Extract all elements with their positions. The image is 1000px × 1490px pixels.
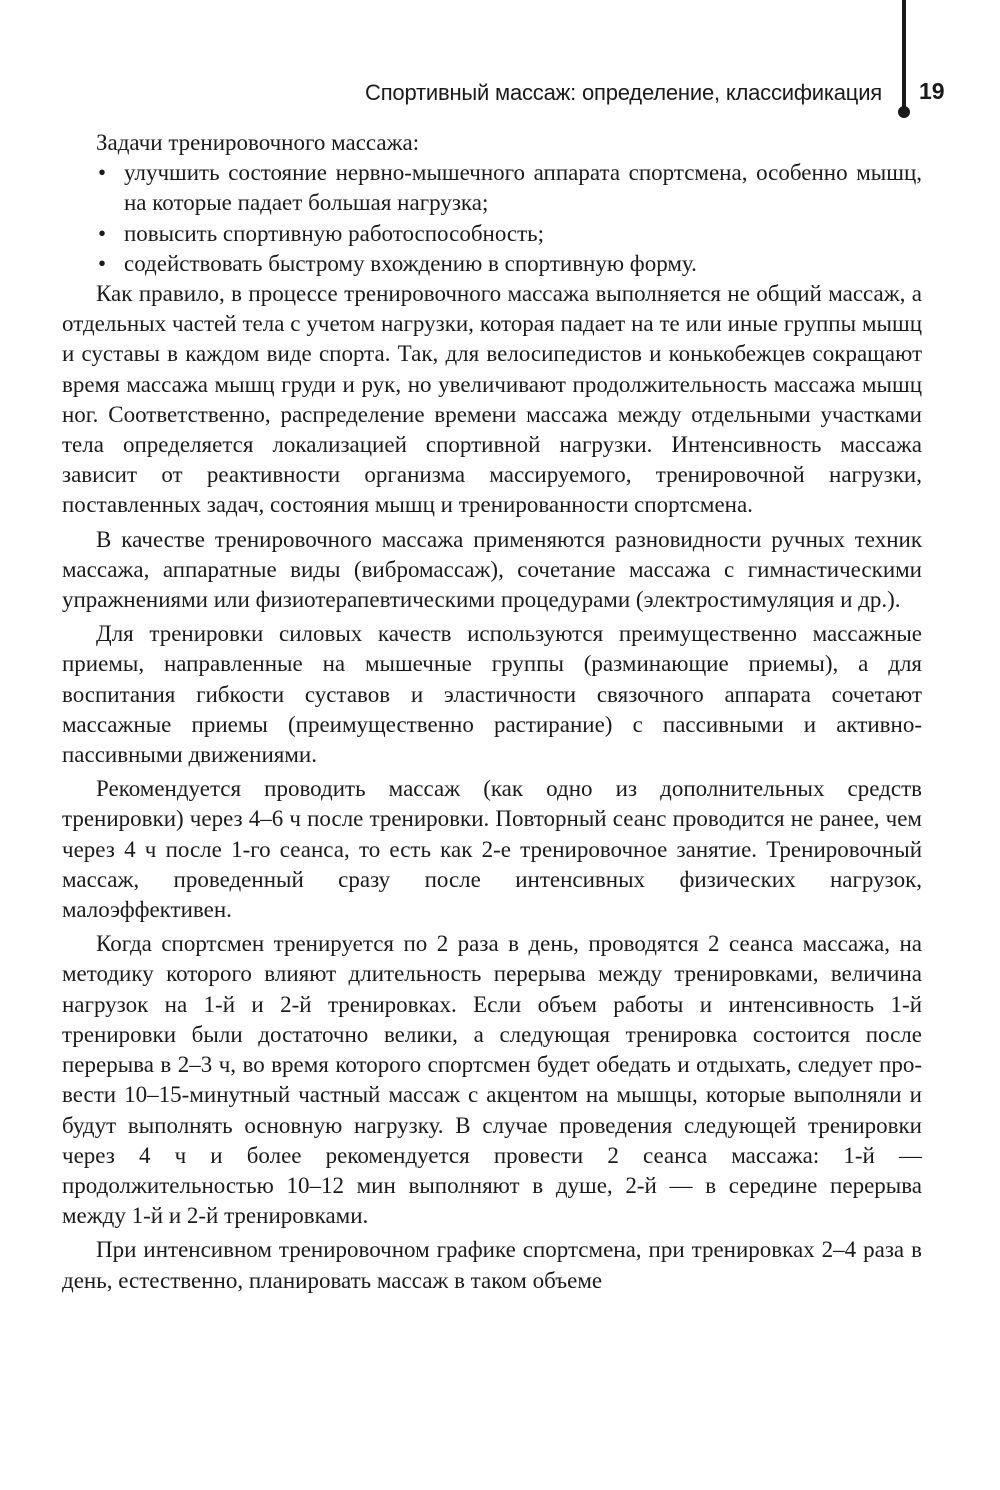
list-item [62,249,922,279]
paragraph: Как правило, в процессе тренировочного массажа выполняется не общий массаж, а отдельных частей тела с учетом нагрузки, которая падает на те или иные группы мышц и суставы в каждом виде спорта. Так, для велосипедистов и конькобежцев сокращают время массажа мышц груди и рук, но увеличивают продолжительность массажа мышц ног. Соответственно, распределение времени массажа между отдельными участками тела определяется локализацией спортивной нагрузки. Интенсивность массажа зависит от реактивности организма массируемого, тренировочной нагрузки, поставленных задач, состояния мышц и тренированности спортсмена. [62,281,922,518]
paragraph: При интенсивном тренировочном графике спортсмена, при тренировках 2–4 раза в день, естественно, планировать массаж в таком объеме [62,1237,922,1293]
list-item-text: повысить спортивную работоспособность; [124,220,545,246]
header-rule [902,0,906,114]
bullet-icon: • [98,220,107,246]
paragraph: В качестве тренировочного массажа применяются разновидности ручных техник массажа, аппаратные виды (вибромассаж), сочетание массажа с гимнастическими упражнениями или физиотерапевтическими процедурами (электростимуляция и др.). [62,526,922,613]
header-dot [898,106,910,118]
bullet-icon: • [98,250,107,276]
paragraph: Рекомендуется проводить массаж (как одно из дополнительных средств тренировки) через 4–6 ч после тренировки. Повторный сеанс проводится не ранее, чем через 4 ч после 1-го сеанса, то есть как 2-е тренировочное занятие. Тренировочный массаж, проведенный сразу после интенсивных физических нагрузок, малоэффективен. [62,776,922,923]
list-item-text: улучшить состояние нервно-мышечного аппарата спортсмена, особенно мышц, на которые падает большая нагрузка; [124,160,922,216]
bullet-icon: • [98,160,107,186]
list-item [62,158,922,218]
tasks-intro: Задачи тренировочного массажа: [96,130,420,155]
tasks-list [62,158,922,279]
list-item [62,219,922,249]
paragraph: Когда спортсмен тренируется по 2 раза в день, проводятся 2 сеанса массажа, на методику которого влияют длительность перерыва между тренировками, величина нагрузок на 1-й и 2-й тренировках. Если объем работы и интенсивность 1-й тренировки были достаточно велики, а следующая тренировка состоится после перерыва в 2–3 ч, во время которого спортсмен будет обедать и отдыхать, следует провести 10–15-минутный частный массаж с акцентом на мышцы, которые выполняли и будут выполнять основную нагрузку. В случае проведения следующей тренировки через 4 ч и более рекомендуется провести 2 сеанса массажа: 1-й — продолжительностью 10–12 мин выполняют в душе, 2-й — в середине перерыва между 1-й и 2-й тренировками. [62,931,922,1229]
body-text [62,128,922,1296]
running-head: Спортивный массаж: определение, классификация [365,80,882,105]
page-number: 19 [919,78,945,104]
list-item-text: содействовать быстрому вхождению в спортивную форму. [124,250,697,276]
paragraph: Для тренировки силовых качеств используются преимущественно массажные приемы, направленные на мышечные группы (разминающие приемы), а для воспитания гибкости суставов и эластичности связочного аппарата сочетают массажные приемы (преимущественно растирание) с пассивными и активно-пассивными движениями. [62,621,922,768]
